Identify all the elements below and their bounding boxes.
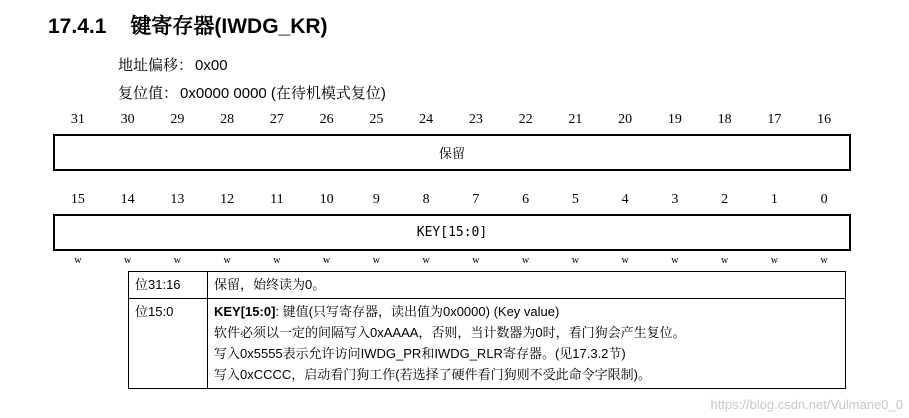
access-type: w bbox=[770, 255, 778, 266]
bit-number: 7 bbox=[472, 192, 480, 207]
bit-number: 13 bbox=[170, 192, 185, 207]
key-field-box bbox=[53, 214, 851, 251]
bit-number: 1 bbox=[770, 192, 778, 207]
address-offset bbox=[118, 54, 228, 75]
access-type: w bbox=[621, 255, 629, 266]
description-line: 写入0xCCCC，启动看门狗工作(若选择了硬件看门狗则不受此命令字限制)。 bbox=[214, 367, 651, 382]
field-name: KEY[15:0] bbox=[214, 304, 276, 319]
description-line: 保留，始终读为0。 bbox=[214, 277, 326, 292]
access-type: w bbox=[721, 255, 729, 266]
bit-number: 20 bbox=[618, 112, 633, 127]
bit-number: 26 bbox=[319, 112, 334, 127]
bit-number: 8 bbox=[422, 192, 430, 207]
bit-number: 29 bbox=[170, 112, 185, 127]
bit-number: 18 bbox=[717, 112, 732, 127]
bit-number: 25 bbox=[369, 112, 384, 127]
section-number: 17.4.1 bbox=[48, 15, 107, 38]
section-title: 键寄存器(IWDG_KR) bbox=[130, 15, 328, 38]
bit-range: 位15:0 bbox=[129, 299, 208, 389]
access-type: w bbox=[422, 255, 430, 266]
access-type: w bbox=[173, 255, 181, 266]
bit-description bbox=[208, 299, 846, 389]
access-type-row bbox=[53, 255, 849, 266]
bit-number: 31 bbox=[70, 112, 85, 127]
watermark-text: https://blog.csdn.net/Vulmane0_0 bbox=[710, 397, 903, 412]
description-heading bbox=[214, 301, 839, 322]
access-type: w bbox=[671, 255, 679, 266]
bit-number: 14 bbox=[120, 192, 135, 207]
bit-number: 11 bbox=[270, 192, 284, 207]
reset-value bbox=[118, 82, 386, 103]
bit-number: 19 bbox=[667, 112, 682, 127]
reset-value-label: 复位值： bbox=[118, 85, 179, 102]
access-type: w bbox=[372, 255, 380, 266]
bit-number: 10 bbox=[319, 192, 334, 207]
access-type: w bbox=[74, 255, 82, 266]
bit-number: 15 bbox=[70, 192, 85, 207]
access-type: w bbox=[571, 255, 579, 266]
description-line: 软件必须以一定的间隔写入0xAAAA，否则，当计数器为0时，看门狗会产生复位。 bbox=[214, 325, 686, 340]
access-type: w bbox=[522, 255, 530, 266]
bit-number: 23 bbox=[468, 112, 483, 127]
address-offset-label: 地址偏移： bbox=[118, 57, 194, 74]
bit-range: 位31:16 bbox=[129, 272, 208, 299]
bit-description bbox=[208, 272, 846, 299]
bit-number: 0 bbox=[820, 192, 828, 207]
bit-number: 4 bbox=[621, 192, 629, 207]
bit-number: 27 bbox=[269, 112, 284, 127]
description-line: 写入0x5555表示允许访问IWDG_PR和IWDG_RLR寄存器。(见17.3.2节) bbox=[214, 346, 626, 361]
bit-number: 9 bbox=[372, 192, 380, 207]
bit-number: 28 bbox=[220, 112, 235, 127]
access-type: w bbox=[273, 255, 281, 266]
bit-number: 3 bbox=[671, 192, 679, 207]
bit-number: 5 bbox=[571, 192, 579, 207]
bit-number: 2 bbox=[721, 192, 729, 207]
bit-number: 22 bbox=[518, 112, 533, 127]
access-type: w bbox=[820, 255, 828, 266]
address-offset-value: 0x00 bbox=[195, 57, 228, 74]
access-type: w bbox=[323, 255, 331, 266]
access-type: w bbox=[472, 255, 480, 266]
bit-number: 16 bbox=[817, 112, 832, 127]
reserved-field-label: 保留 bbox=[438, 146, 465, 161]
bit-number: 30 bbox=[120, 112, 135, 127]
bit-number: 17 bbox=[767, 112, 782, 127]
bit-numbers-low bbox=[53, 192, 849, 208]
bit-number: 24 bbox=[419, 112, 434, 127]
table-row bbox=[129, 272, 846, 299]
bit-number: 6 bbox=[522, 192, 530, 207]
bit-number: 21 bbox=[568, 112, 583, 127]
bit-numbers-high bbox=[53, 112, 849, 128]
key-field-label: KEY[15:0] bbox=[416, 225, 488, 240]
access-type: w bbox=[124, 255, 132, 266]
reset-value-text: 0x0000 0000 (在待机模式复位) bbox=[180, 85, 386, 102]
bit-description-table bbox=[128, 271, 846, 389]
table-row bbox=[129, 299, 846, 389]
bit-number: 12 bbox=[220, 192, 235, 207]
field-name-suffix: : 键值(只写寄存器，读出值为0x0000) (Key value) bbox=[275, 304, 560, 319]
reserved-field-box bbox=[53, 134, 851, 171]
access-type: w bbox=[223, 255, 231, 266]
section-heading bbox=[48, 10, 328, 40]
